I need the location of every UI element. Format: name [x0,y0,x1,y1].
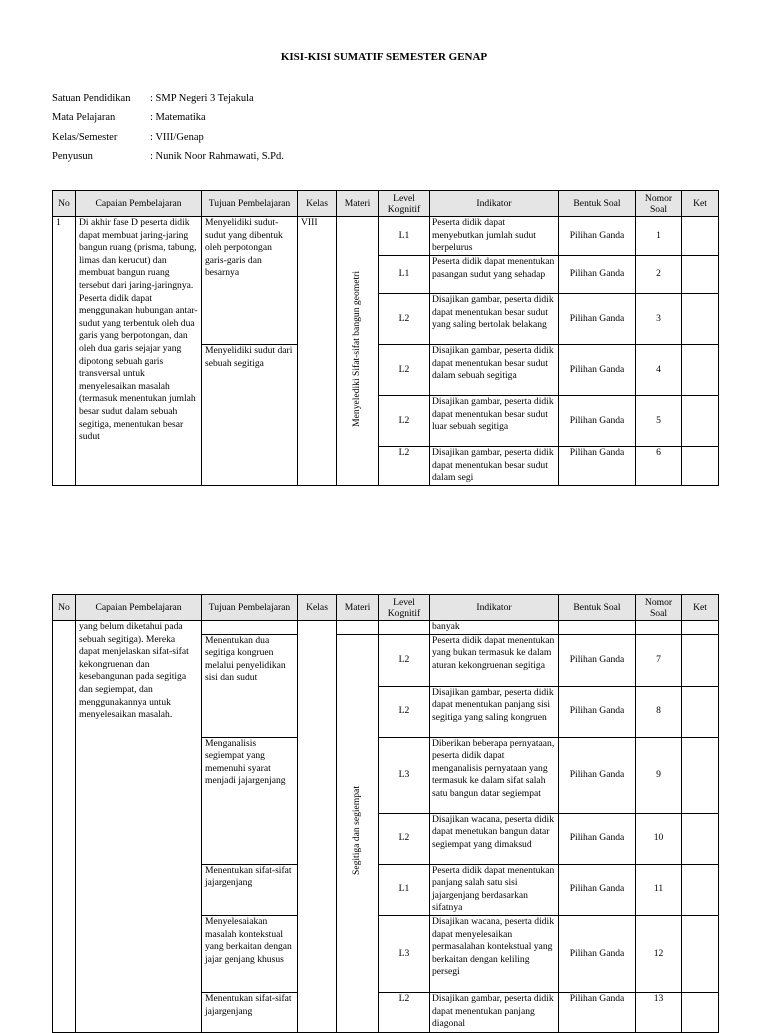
header-level: Level Kognitif [379,595,430,621]
meta-value: : Matematika [150,112,206,124]
materi-cell [337,634,379,1032]
header-ket: Ket [682,595,719,621]
header-materi: Materi [337,595,379,621]
nomor-cell: 9 [636,737,682,813]
tujuan-cell: Menyelidiki sudut dari sebuah segitiga [202,345,298,486]
meta-label: Penyusun [52,150,93,162]
level-cell: L2 [379,813,430,864]
capaian-cell: Di akhir fase D peserta didik dapat membuat jaring-jaring bangun ruang (prisma, tabung, limas dan kerucut) dan membuat bangun ruang tersebut dari jaring-jaringnya. Peserta didik dapat menggunakan hubungan antar-sudut yang terbentuk oleh dua garis yang berpotongan, dan oleh dua garis sejajar yang dipotong sebuah garis transversal untuk menyelesaikan masalah (termasuk menentukan jumlah besar sudut dalam sebuah segitiga, menentukan besar sudut [76,217,202,486]
header-indikator: Indikator [430,191,559,217]
bentuk-cell: Pilihan Ganda [559,915,636,992]
meta-label: Kelas/Semester [52,131,118,143]
bentuk-cell: Pilihan Ganda [559,345,636,396]
ket-cell [682,396,719,447]
tujuan-cell: Menentukan sifat-sifat jajargenjang [202,864,298,915]
bentuk-cell: Pilihan Ganda [559,396,636,447]
nomor-cell: 1 [636,217,682,256]
nomor-cell [636,621,682,635]
bentuk-cell: Pilihan Ganda [559,634,636,686]
meta-row-author [52,151,284,170]
meta-row-subject [52,112,284,131]
level-cell: L3 [379,915,430,992]
row-number [53,621,76,1033]
header-kelas: Kelas [298,595,337,621]
materi-text: Segitiga dan segiempat [351,786,363,876]
indikator-cell: Disajikan gambar, peserta didik dapat menentukan besar sudut luar sebuah segitiga [430,396,559,447]
meta-value: : Nunik Noor Rahmawati, S.Pd. [150,150,284,162]
kisi-kisi-table-1 [52,190,719,486]
tujuan-cell: Menyelidiki sudut-sudut yang dibentuk oleh perpotongan garis-garis dan besarnya [202,217,298,345]
ket-cell [682,294,719,345]
level-cell: L1 [379,864,430,915]
header-kelas: Kelas [298,191,337,217]
document-title: KISI-KISI SUMATIF SEMESTER GENAP [280,51,488,63]
header-materi: Materi [337,191,379,217]
bentuk-cell: Pilihan Ganda [559,864,636,915]
ket-cell [682,345,719,396]
tujuan-cell: Menentukan dua segitiga kongruen melalui penyelidikan sisi dan sudut [202,634,298,737]
header-tujuan: Tujuan Pembelajaran [202,191,298,217]
level-cell: L2 [379,634,430,686]
kisi-kisi-table-2 [52,594,719,1033]
ket-cell [682,737,719,813]
nomor-cell: 12 [636,915,682,992]
ket-cell [682,256,719,294]
indikator-cell: Disajikan gambar, peserta didik dapat menentukan besar sudut dalam sebuah segitiga [430,345,559,396]
nomor-cell: 10 [636,813,682,864]
bentuk-cell: Pilihan Ganda [559,217,636,256]
bentuk-cell: Pilihan Ganda [559,992,636,1032]
meta-row-class [52,132,284,151]
header-capaian: Capaian Pembelajaran [76,191,202,217]
indikator-cell: Diberikan beberapa pernyataan, peserta didik dapat menganalisis pernyataan yang termasuk ke dalam sifat salah satu bangun datar segiempat [430,737,559,813]
ket-cell [682,621,719,635]
level-cell: L2 [379,345,430,396]
meta-value: : VIII/Genap [150,131,204,143]
table-header-row [53,595,719,621]
ket-cell [682,217,719,256]
table-row [53,621,719,635]
row-number: 1 [53,217,76,486]
level-cell [379,621,430,635]
level-cell: L2 [379,992,430,1032]
meta-block [52,93,284,170]
kelas-cell [298,621,337,1033]
nomor-cell: 4 [636,345,682,396]
indikator-cell: Disajikan gambar, peserta didik dapat menentukan panjang sisi segitiga yang saling kongruen [430,686,559,737]
level-cell: L2 [379,686,430,737]
nomor-cell: 3 [636,294,682,345]
level-cell: L2 [379,294,430,345]
nomor-cell: 7 [636,634,682,686]
header-no: No [53,595,76,621]
level-cell: L2 [379,447,430,486]
bentuk-cell: Pilihan Ganda [559,686,636,737]
level-cell: L3 [379,737,430,813]
bentuk-cell: Pilihan Ganda [559,256,636,294]
ket-cell [682,813,719,864]
bentuk-cell: Pilihan Ganda [559,294,636,345]
header-nomor: Nomor Soal [636,191,682,217]
materi-text: Menyelediki Sifat-sifat bangun geometri [351,270,363,427]
header-indikator: Indikator [430,595,559,621]
materi-cell [337,217,379,486]
meta-label: Satuan Pendidikan [52,93,131,104]
materi-cell [337,621,379,635]
header-bentuk: Bentuk Soal [559,595,636,621]
tujuan-cell: Menentukan sifat-sifat jajargenjang [202,992,298,1032]
kelas-cell: VIII [298,217,337,486]
header-nomor: Nomor Soal [636,595,682,621]
level-cell: L2 [379,396,430,447]
ket-cell [682,634,719,686]
indikator-cell: Peserta didik dapat menentukan yang bukan termasuk ke dalam aturan kekongruenan segitiga [430,634,559,686]
capaian-cell: yang belum diketahui pada sebuah segitiga). Mereka dapat menjelaskan sifat-sifat kekongruenan dan kesebangunan pada segitiga dan segiempat, dan menggunakannya untuk menyelesaikan masalah. [76,621,202,1033]
nomor-cell: 13 [636,992,682,1032]
bentuk-cell [559,621,636,635]
header-tujuan: Tujuan Pembelajaran [202,595,298,621]
nomor-cell: 2 [636,256,682,294]
nomor-cell: 8 [636,686,682,737]
nomor-cell: 6 [636,447,682,486]
bentuk-cell: Pilihan Ganda [559,813,636,864]
bentuk-cell: Pilihan Ganda [559,447,636,486]
nomor-cell: 5 [636,396,682,447]
tujuan-cell: Menganalisis segiempat yang memenuhi syarat menjadi jajargenjang [202,737,298,864]
indikator-cell: Peserta didik dapat menentukan panjang salah satu sisi jajargenjang berdasarkan sifatnya [430,864,559,915]
meta-value: : SMP Negeri 3 Tejakula [150,93,254,104]
indikator-cell: Disajikan gambar, peserta didik dapat menentukan panjang diagonal [430,992,559,1032]
ket-cell [682,915,719,992]
meta-row-school [52,93,284,112]
header-bentuk: Bentuk Soal [559,191,636,217]
indikator-cell: banyak [430,621,559,635]
indikator-cell: Disajikan gambar, peserta didik dapat menentukan besar sudut yang saling bertolak belakang [430,294,559,345]
ket-cell [682,447,719,486]
indikator-cell: Peserta didik dapat menentukan pasangan sudut yang sehadap [430,256,559,294]
level-cell: L1 [379,256,430,294]
table-header-row [53,191,719,217]
header-no: No [53,191,76,217]
meta-label: Mata Pelajaran [52,112,116,124]
nomor-cell: 11 [636,864,682,915]
header-level: Level Kognitif [379,191,430,217]
ket-cell [682,864,719,915]
header-capaian: Capaian Pembelajaran [76,595,202,621]
level-cell: L1 [379,217,430,256]
ket-cell [682,992,719,1032]
tujuan-cell [202,621,298,635]
indikator-cell: Disajikan wacana, peserta didik dapat menetukan bangun datar segiempat yang dimaksud [430,813,559,864]
indikator-cell: Peserta didik dapat menyebutkan jumlah sudut berpelurus [430,217,559,256]
tujuan-cell: Menyelesaiakan masalah kontekstual yang berkaitan dengan jajar genjang khusus [202,915,298,992]
indikator-cell: Disajikan wacana, peserta didik dapat menyelesaikan permasalahan kontekstual yang berkaitan dengan keliling persegi [430,915,559,992]
bentuk-cell: Pilihan Ganda [559,737,636,813]
header-ket: Ket [682,191,719,217]
ket-cell [682,686,719,737]
table-row [53,217,719,256]
indikator-cell: Disajikan gambar, peserta didik dapat menentukan besar sudut dalam segi [430,447,559,486]
